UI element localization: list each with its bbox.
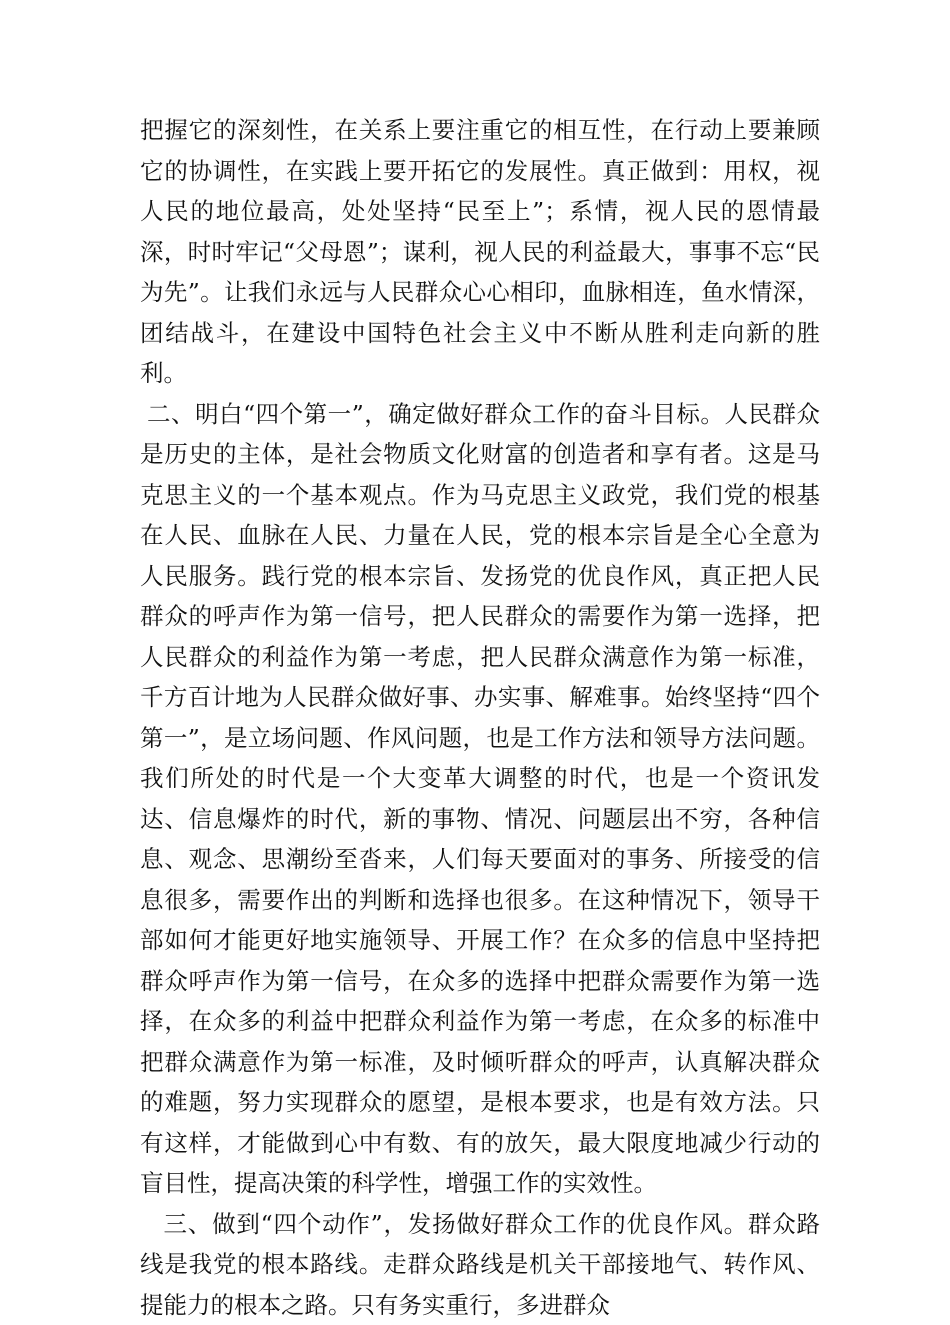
paragraph-section-three: 三、做到“四个动作”，发扬做好群众工作的优良作风。群众路线是我党的根本路线。走群众路线是机关干部接地气、转作风、提能力的根本之路。只有务实重行，多进群众 bbox=[140, 1204, 820, 1325]
paragraph-continuation: 把握它的深刻性，在关系上要注重它的相互性，在行动上要兼顾它的协调性，在实践上要开拓它的发展性。真正做到：用权，视人民的地位最高，处处坚持“民至上”；系情，视人民的恩情最深，时时牢记“父母恩”；谋利，视人民的利益最大，事事不忘“民为先”。让我们永远与人民群众心心相印，血脉相连，鱼水情深，团结战斗，在建设中国特色社会主义中不断从胜利走向新的胜利。 bbox=[140, 110, 820, 394]
paragraph-section-two: 二、明白“四个第一”，确定做好群众工作的奋斗目标。人民群众是历史的主体，是社会物质文化财富的创造者和享有者。这是马克思主义的一个基本观点。作为马克思主义政党，我们党的根基在人民、血脉在人民、力量在人民，党的根本宗旨是全心全意为人民服务。践行党的根本宗旨、发扬党的优良作风，真正把人民群众的呼声作为第一信号，把人民群众的需要作为第一选择，把人民群众的利益作为第一考虑，把人民群众满意作为第一标准，千方百计地为人民群众做好事、办实事、解难事。始终坚持“四个第一”，是立场问题、作风问题，也是工作方法和领导方法问题。我们所处的时代是一个大变革大调整的时代，也是一个资讯发达、信息爆炸的时代，新的事物、情况、问题层出不穷，各种信息、观念、思潮纷至沓来，人们每天要面对的事务、所接受的信息很多，需要作出的判断和选择也很多。在这种情况下，领导干部如何才能更好地实施领导、开展工作？在众多的信息中坚持把群众呼声作为第一信号，在众多的选择中把群众需要作为第一选择，在众多的利益中把群众利益作为第一考虑，在众多的标准中把群众满意作为第一标准，及时倾听群众的呼声，认真解决群众的难题，努力实现群众的愿望，是根本要求，也是有效方法。只有这样，才能做到心中有数、有的放矢，最大限度地减少行动的盲目性，提高决策的科学性，增强工作的实效性。 bbox=[140, 394, 820, 1204]
document-body bbox=[140, 110, 820, 1325]
